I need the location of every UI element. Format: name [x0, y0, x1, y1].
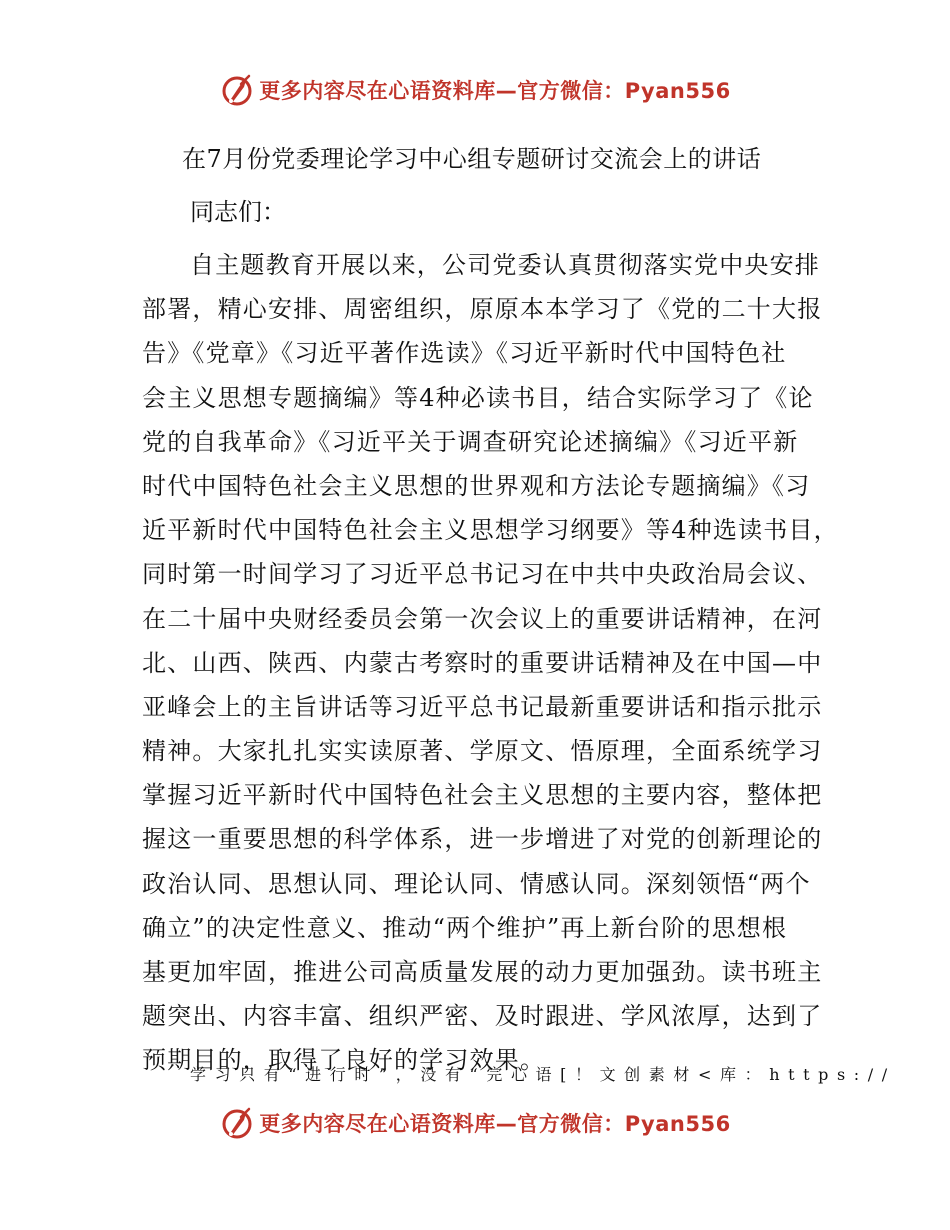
body-line: 精神。大家扎扎实实读原著、学原文、悟原理，全面系统学习: [142, 737, 823, 766]
body-line: 在二十届中央财经委员会第一次会议上的重要讲话精神，在河: [142, 604, 823, 633]
body-line: 基更加牢固，推进公司高质量发展的动力更加强劲。读书班主: [142, 958, 823, 986]
body-line: 北、山西、陕西、内蒙古考察时的重要讲话精神及在中国—中: [142, 648, 823, 677]
body-paragraph: [142, 243, 839, 1083]
header-banner: [0, 70, 950, 110]
body-line: 亚峰会上的主旨讲话等习近平总书记最新重要讲话和指示批示: [142, 692, 823, 721]
body-line: 时代中国特色社会主义思想的世界观和方法论专题摘编》《习: [142, 471, 811, 500]
body-line: 部署，精心安排、周密组织，原原本本学习了《党的二十大报: [142, 295, 823, 324]
body-line: 政治认同、思想认同、理论认同、情感认同。深刻领悟“两个: [142, 869, 811, 898]
body-line: 掌握习近平新时代中国特色社会主义思想的主要内容，整体把: [142, 781, 823, 810]
document-title: 在7月份党委理论学习中心组专题研讨交流会上的讲话: [182, 145, 762, 173]
body-line: 告》《党章》《习近平著作选读》《习近平新时代中国特色社: [142, 339, 787, 368]
quill-pen-logo-icon: [219, 72, 255, 108]
body-line: 党的自我革命》《习近平关于调查研究论述摘编》《习近平新: [142, 427, 799, 456]
quill-pen-logo-icon: [219, 1105, 255, 1141]
body-line: 同时第一时间学习了习近平总书记习在中共中央政治局会议、: [142, 560, 823, 589]
header-banner-text: 更多内容尽在心语资料库—官方微信：Pyan556: [259, 79, 731, 103]
body-line: 近平新时代中国特色社会主义思想学习纲要》等4种选读书目，: [142, 516, 839, 545]
body-line: 会主义思想专题摘编》等4种必读书目，结合实际学习了《论: [142, 383, 814, 412]
body-line: 确立”的决定性意义、推动“两个维护”再上新台阶的思想根: [142, 913, 788, 942]
salutation: 同志们：: [190, 198, 286, 226]
footer-banner: [0, 1103, 950, 1143]
body-line: 握这一重要思想的科学体系，进一步增进了对党的创新理论的: [142, 825, 823, 854]
footer-banner-text: 更多内容尽在心语资料库—官方微信：Pyan556: [259, 1112, 731, 1136]
footer-watermark-line: 学习只有“进行时”，没有“完心语[！文创素材<库：https://: [190, 1065, 896, 1084]
body-line: 自主题教育开展以来，公司党委认真贯彻落实党中央安排: [190, 251, 820, 279]
body-line: 题突出、内容丰富、组织严密、及时跟进、学风浓厚，达到了: [142, 1002, 823, 1031]
body-line: 预期目的，取得了良好的学习效果。: [142, 1046, 546, 1075]
